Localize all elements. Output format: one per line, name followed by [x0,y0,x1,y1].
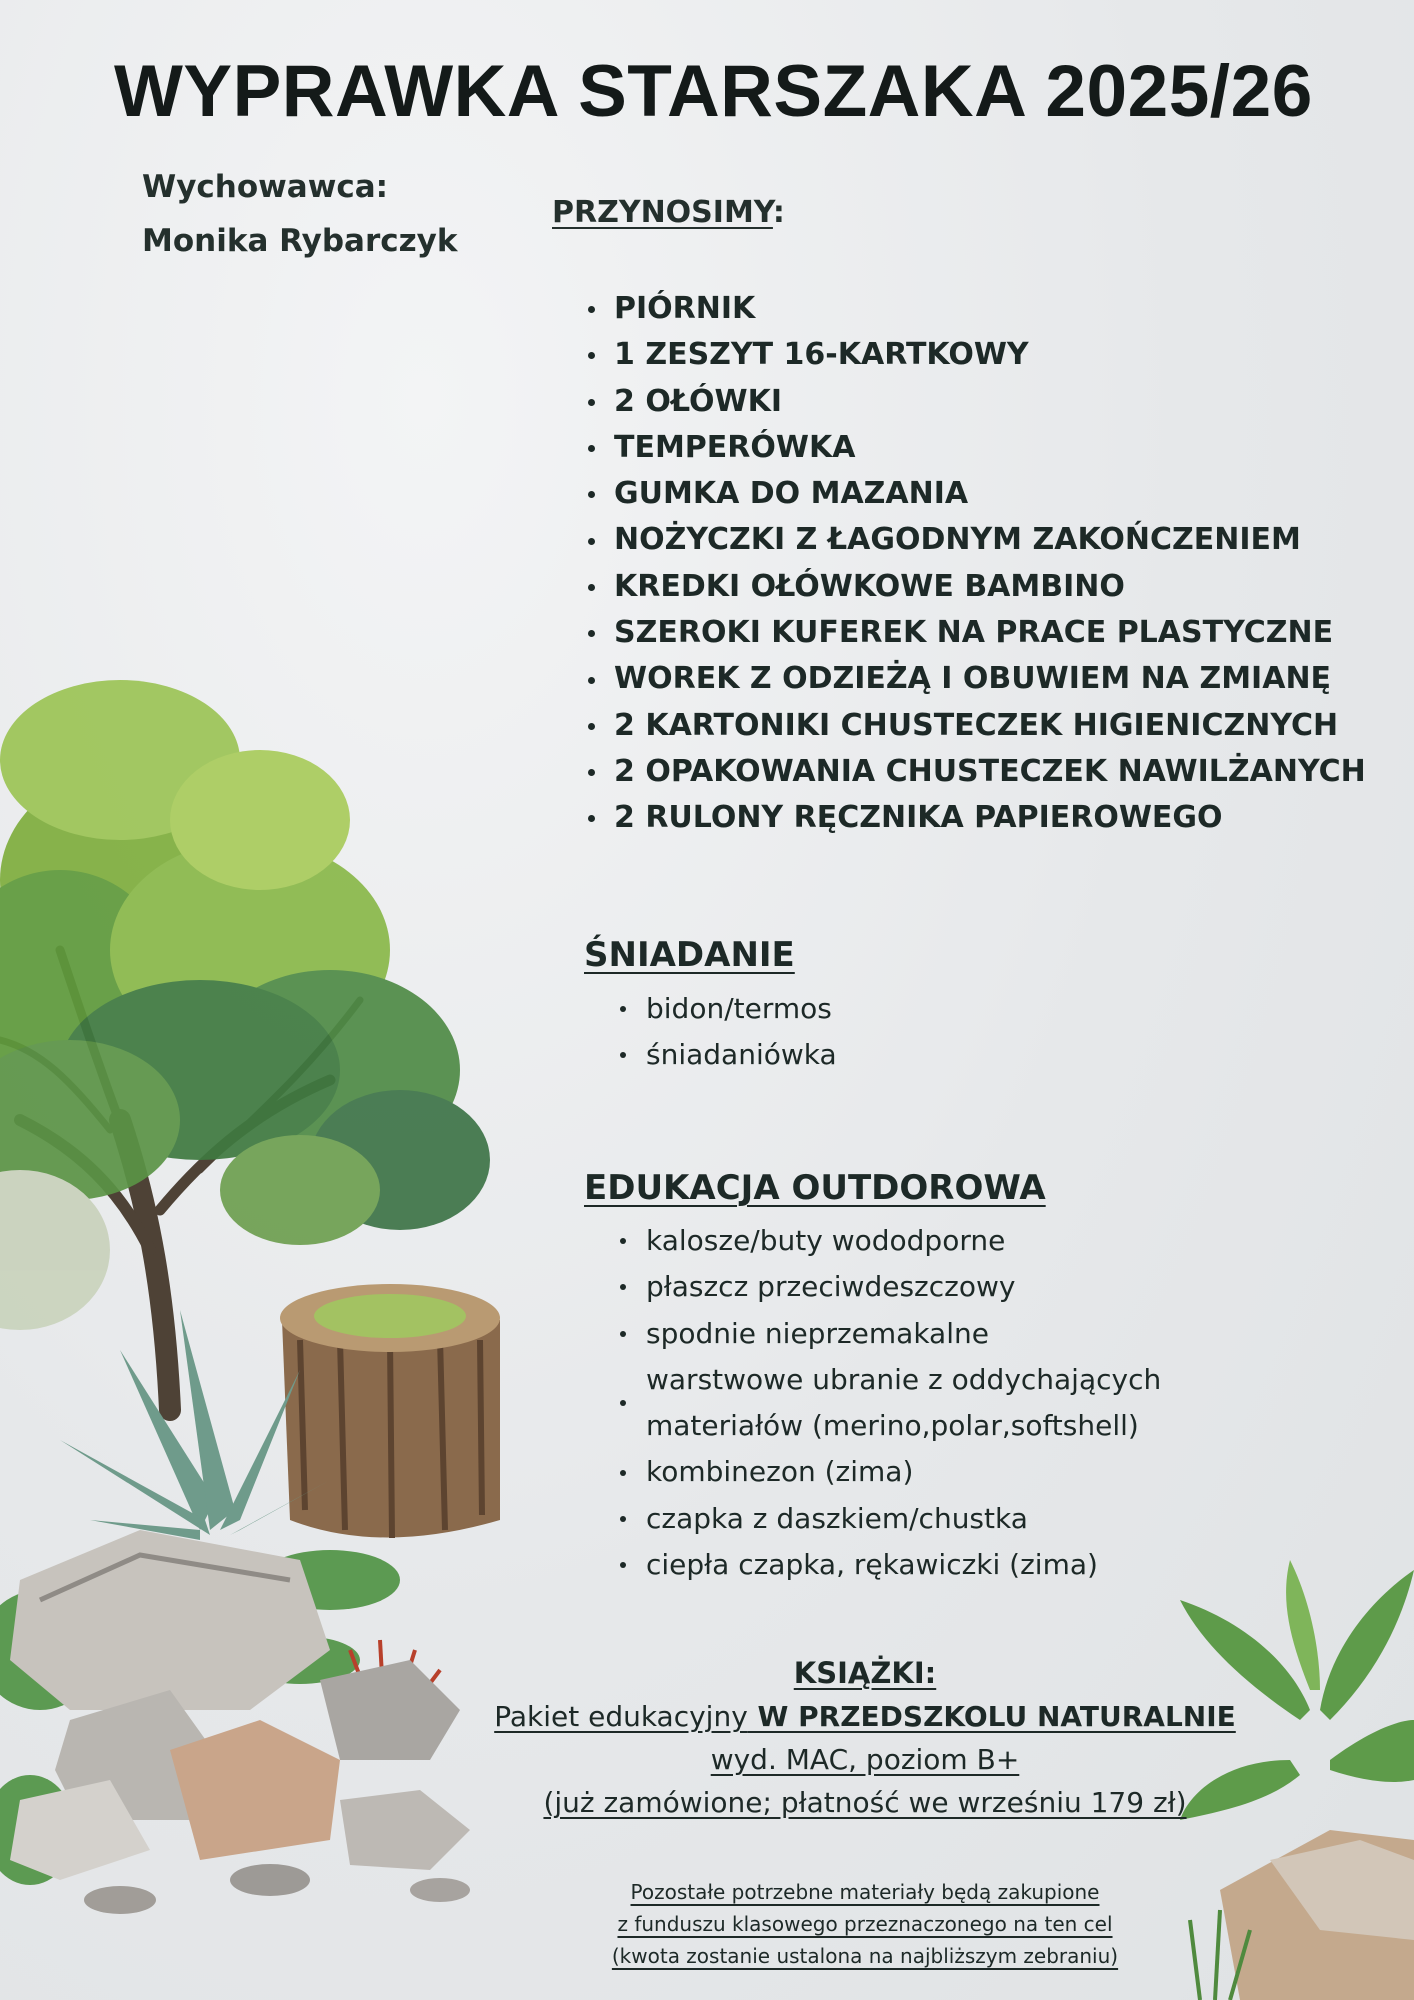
list-item: 2 RULONY RĘCZNIKA PAPIEROWEGO [584,795,1366,841]
list-item: KREDKI OŁÓWKOWE BAMBINO [584,564,1366,610]
rocks [1220,1830,1414,2000]
list-item: 2 OPAKOWANIA CHUSTECZEK NAWILŻANYCH [584,749,1366,795]
list-item-text: warstwowe ubranie z oddychających [646,1362,1162,1396]
list-item: GUMKA DO MAZANIA [584,471,1366,517]
teacher-name: Monika Rybarczyk [142,223,458,259]
list-item: NOŻYCZKI Z ŁAGODNYM ZAKOŃCZENIEM [584,517,1366,563]
bring-heading-text: PRZYNOSIMY [552,195,773,230]
breakfast-heading: ŚNIADANIE [584,935,795,975]
books-heading [460,1652,1270,1695]
list-item: 1 ZESZYT 16-KARTKOWY [584,332,1366,378]
books-section [460,1652,1270,1824]
outdoor-list [616,1218,1161,1588]
books-package-prefix: Pakiet edukacyjny [494,1700,748,1733]
list-item: spodnie nieprzemakalne [616,1311,1161,1357]
bring-heading [552,195,785,230]
list-item: WOREK Z ODZIEŻĄ I OBUWIEM NA ZMIANĘ [584,656,1366,702]
teacher-info [142,160,458,268]
books-publisher-text: wyd. MAC, poziom B+ [710,1743,1020,1776]
list-item: ciepła czapka, rękawiczki (zima) [616,1542,1161,1588]
note-line: z funduszu klasowego przeznaczonego na ten cel [617,1912,1113,1936]
outdoor-heading: EDUKACJA OUTDOROWA [584,1168,1046,1208]
teacher-label: Wychowawca: [142,169,389,205]
list-item: śniadaniówka [616,1032,837,1078]
list-item: czapka z daszkiem/chustka [616,1496,1161,1542]
list-item: kalosze/buty wododporne [616,1218,1161,1264]
bring-list [584,286,1366,842]
list-item: PIÓRNIK [584,286,1366,332]
list-item-continuation: materiałów (merino,polar,softshell) [646,1409,1139,1443]
breakfast-list [616,986,837,1079]
list-item: TEMPERÓWKA [584,425,1366,471]
list-item: bidon/termos [616,986,837,1032]
list-item: 2 KARTONIKI CHUSTECZEK HIGIENICZNYCH [584,703,1366,749]
tree-canopy [0,680,490,1330]
list-item: kombinezon (zima) [616,1449,1161,1495]
books-payment-text: (już zamówione; płatność we wrześniu 179 zł) [543,1786,1187,1819]
note-line: Pozostałe potrzebne materiały będą zakupione [630,1880,1100,1904]
books-heading-text: KSIĄŻKI: [793,1656,937,1690]
page-title: WYPRAWKA STARSZAKA 2025/26 [114,51,1313,132]
books-payment-line [460,1781,1270,1824]
list-item [616,1357,1161,1450]
list-item: płaszcz przeciwdeszczowy [616,1264,1161,1310]
note-line: (kwota zostanie ustalona na najbliższym zebraniu) [611,1944,1119,1968]
list-item: SZEROKI KUFEREK NA PRACE PLASTYCZNE [584,610,1366,656]
books-publisher-line [460,1738,1270,1781]
list-item: 2 OŁÓWKI [584,379,1366,425]
funding-note [560,1876,1170,1972]
tree-stump [280,1284,500,1538]
books-package-title: W PRZEDSZKOLU NATURALNIE [747,1700,1236,1733]
books-package-line [460,1695,1270,1738]
rocks [10,1530,470,1914]
bring-heading-colon: : [772,195,785,230]
